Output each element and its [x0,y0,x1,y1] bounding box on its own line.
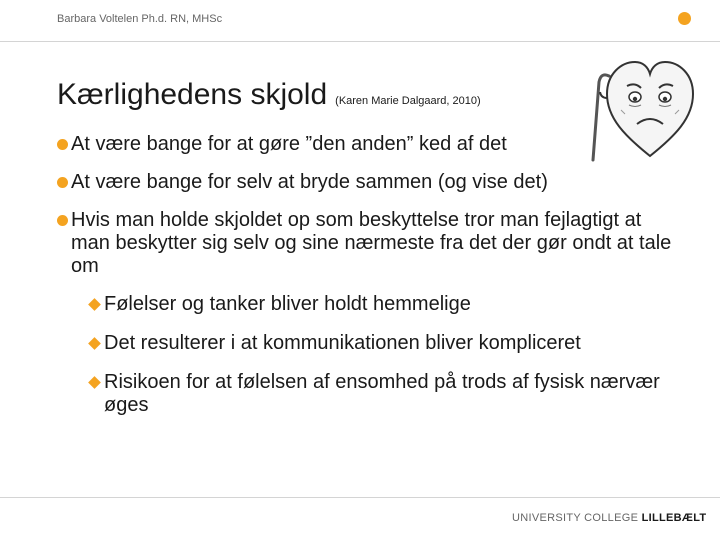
title-row [57,78,481,112]
bullet-list [57,133,682,433]
sub-bullet-text: Risikoen for at følelsen af ensomhed på trods af fysisk nærvær øges [104,371,660,416]
sub-bullet-item [57,293,682,316]
sub-bullet-item [57,332,682,355]
diamond-bullet-icon [88,298,101,311]
sub-bullet-text: Det resulterer i at kommunikationen bliver kompliceret [104,332,581,354]
logo-university: UNIVERSITY COLLEGE [512,512,639,524]
sub-bullet-list [57,293,682,417]
footer-logo [512,512,706,524]
diamond-bullet-icon [88,376,101,389]
slide-title: Kærlighedens skjold [57,78,328,111]
citation: (Karen Marie Dalgaard, 2010) [335,95,481,107]
bullet-dot-icon [57,139,68,150]
bullet-dot-icon [57,177,68,188]
sub-bullet-item [57,371,682,417]
bullet-item [57,133,682,156]
logo-lillebaelt: LILLEBÆLT [641,512,707,524]
orange-dot-icon [678,12,691,25]
bullet-item [57,209,682,278]
sub-bullet-text: Følelser og tanker bliver holdt hemmelige [104,293,471,315]
footer-divider [0,497,720,498]
header-author: Barbara Voltelen Ph.d. RN, MHSc [57,13,223,25]
bullet-text: At være bange for selv at bryde sammen (og vise det) [71,171,548,193]
bullet-text: Hvis man holde skjoldet op som beskyttelse tror man fejlagtigt at man beskytter sig selv og sine nærmeste fra det der gør ondt at tale om [71,209,672,277]
bullet-dot-icon [57,215,68,226]
diamond-bullet-icon [88,337,101,350]
bullet-text: At være bange for at gøre ”den anden” ked af det [71,133,507,155]
header-divider [0,41,720,42]
bullet-item [57,171,682,194]
